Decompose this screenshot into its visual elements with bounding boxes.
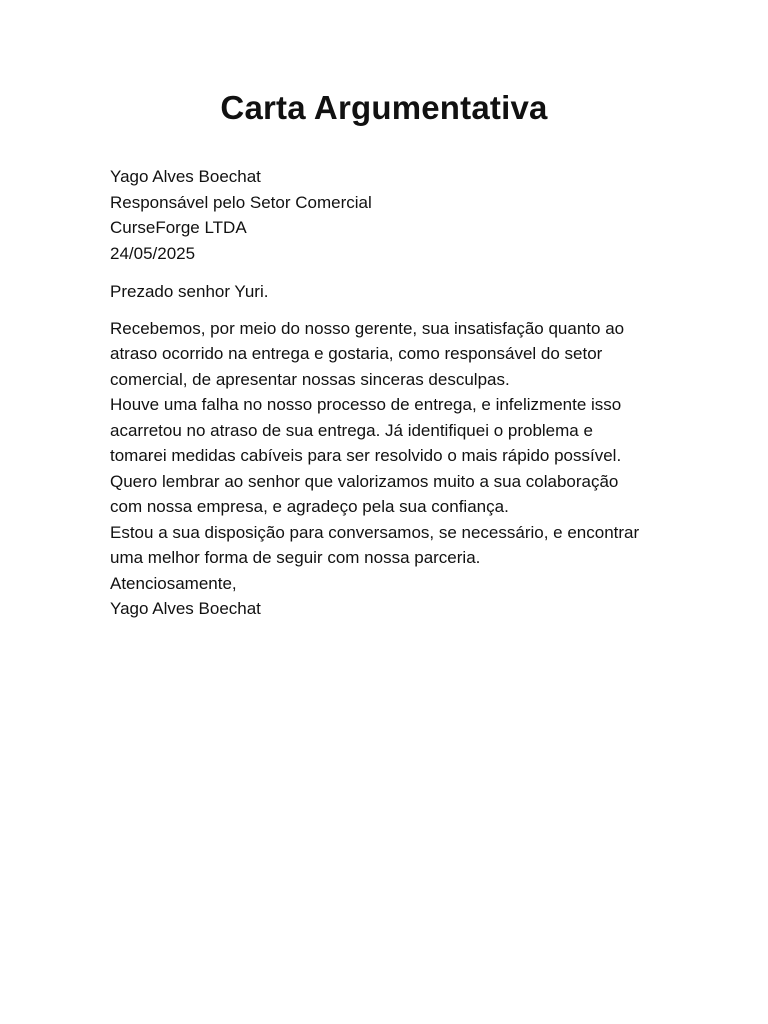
body-line: Estou a sua disposição para conversamos, se necessário, e encontrar: [110, 522, 640, 542]
body-line: com nossa empresa, e agradeço pela sua confiança.: [110, 497, 509, 516]
body-line: uma melhor forma de seguir com nossa parceria.: [110, 548, 481, 567]
sender-role: Responsável pelo Setor Comercial: [110, 192, 372, 212]
body-line: Recebemos, por meio do nosso gerente, sua insatisfação quanto ao: [110, 318, 625, 338]
signature: Yago Alves Boechat: [110, 599, 261, 618]
body-line: atraso ocorrido na entrega e gostaria, como responsável do setor: [110, 344, 603, 363]
sender-company: CurseForge LTDA: [110, 218, 247, 237]
body-line: acarretou no atraso de sua entrega. Já identifiquei o problema e: [110, 420, 593, 440]
body-line: tomarei medidas cabíveis para ser resolvido o mais rápido possível.: [110, 446, 622, 465]
letter-content: [110, 164, 670, 622]
closing: Atenciosamente,: [110, 573, 237, 593]
body-line: Quero lembrar ao senhor que valorizamos muito a sua colaboração: [110, 471, 619, 491]
letter-date: 24/05/2025: [110, 243, 196, 263]
sender-block: [110, 164, 670, 266]
sender-name: Yago Alves Boechat: [110, 167, 261, 186]
body-line: comercial, de apresentar nossas sinceras desculpas.: [110, 369, 510, 389]
letter-body: [110, 316, 670, 622]
document-title: Carta Argumentativa: [220, 89, 548, 126]
greeting: Prezado senhor Yuri.: [110, 282, 269, 301]
body-line: Houve uma falha no nosso processo de entrega, e infelizmente isso: [110, 395, 622, 414]
